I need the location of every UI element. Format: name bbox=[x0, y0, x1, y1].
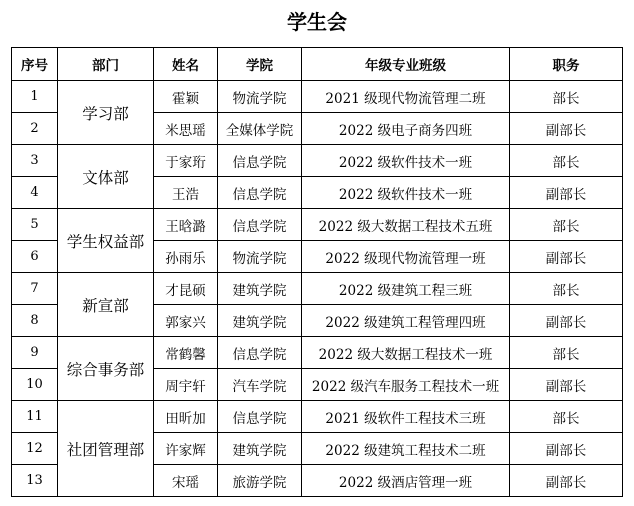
cell-seq: 12 bbox=[12, 433, 58, 465]
header-department: 部门 bbox=[58, 48, 154, 81]
cell-class: 2022 级建筑工程三班 bbox=[302, 273, 510, 305]
header-seq: 序号 bbox=[12, 48, 58, 81]
cell-class: 2022 级现代物流管理一班 bbox=[302, 241, 510, 273]
table-row bbox=[12, 401, 623, 433]
table-header-row bbox=[12, 48, 623, 81]
cell-position: 部长 bbox=[510, 337, 623, 369]
cell-college: 信息学院 bbox=[218, 209, 302, 241]
cell-class: 2022 级大数据工程技术五班 bbox=[302, 209, 510, 241]
cell-position: 副部长 bbox=[510, 465, 623, 497]
cell-seq: 6 bbox=[12, 241, 58, 273]
student-union-table bbox=[11, 47, 623, 497]
cell-college: 旅游学院 bbox=[218, 465, 302, 497]
cell-college: 汽车学院 bbox=[218, 369, 302, 401]
cell-position: 部长 bbox=[510, 145, 623, 177]
cell-name: 王晗潞 bbox=[154, 209, 218, 241]
cell-college: 物流学院 bbox=[218, 81, 302, 113]
cell-position: 副部长 bbox=[510, 177, 623, 209]
header-college: 学院 bbox=[218, 48, 302, 81]
cell-college: 全媒体学院 bbox=[218, 113, 302, 145]
cell-department: 综合事务部 bbox=[58, 337, 154, 401]
cell-class: 2022 级酒店管理一班 bbox=[302, 465, 510, 497]
cell-name: 郭家兴 bbox=[154, 305, 218, 337]
table-row bbox=[12, 209, 623, 241]
cell-name: 周宇轩 bbox=[154, 369, 218, 401]
cell-name: 许家辉 bbox=[154, 433, 218, 465]
cell-seq: 4 bbox=[12, 177, 58, 209]
cell-position: 副部长 bbox=[510, 241, 623, 273]
cell-college: 信息学院 bbox=[218, 337, 302, 369]
cell-seq: 9 bbox=[12, 337, 58, 369]
cell-college: 物流学院 bbox=[218, 241, 302, 273]
cell-college: 建筑学院 bbox=[218, 305, 302, 337]
cell-position: 部长 bbox=[510, 273, 623, 305]
cell-name: 才昆硕 bbox=[154, 273, 218, 305]
cell-seq: 3 bbox=[12, 145, 58, 177]
cell-college: 信息学院 bbox=[218, 401, 302, 433]
cell-class: 2021 级现代物流管理二班 bbox=[302, 81, 510, 113]
cell-class: 2022 级大数据工程技术一班 bbox=[302, 337, 510, 369]
cell-name: 田昕加 bbox=[154, 401, 218, 433]
cell-department: 学生权益部 bbox=[58, 209, 154, 273]
cell-position: 副部长 bbox=[510, 369, 623, 401]
table-row bbox=[12, 81, 623, 113]
cell-class: 2022 级建筑工程技术二班 bbox=[302, 433, 510, 465]
page-title: 学生会 bbox=[287, 10, 347, 34]
table-row bbox=[12, 273, 623, 305]
cell-name: 王浩 bbox=[154, 177, 218, 209]
cell-seq: 8 bbox=[12, 305, 58, 337]
table-body bbox=[12, 81, 623, 497]
cell-position: 副部长 bbox=[510, 305, 623, 337]
table-row bbox=[12, 337, 623, 369]
cell-college: 建筑学院 bbox=[218, 433, 302, 465]
cell-name: 米思瑶 bbox=[154, 113, 218, 145]
cell-name: 于家珩 bbox=[154, 145, 218, 177]
cell-position: 部长 bbox=[510, 209, 623, 241]
cell-department: 文体部 bbox=[58, 145, 154, 209]
cell-department: 社团管理部 bbox=[58, 401, 154, 497]
cell-college: 信息学院 bbox=[218, 177, 302, 209]
cell-department: 新宣部 bbox=[58, 273, 154, 337]
cell-seq: 5 bbox=[12, 209, 58, 241]
cell-seq: 13 bbox=[12, 465, 58, 497]
cell-class: 2022 级汽车服务工程技术一班 bbox=[302, 369, 510, 401]
header-position: 职务 bbox=[510, 48, 623, 81]
cell-class: 2022 级电子商务四班 bbox=[302, 113, 510, 145]
cell-position: 副部长 bbox=[510, 433, 623, 465]
cell-name: 常鹤馨 bbox=[154, 337, 218, 369]
cell-position: 副部长 bbox=[510, 113, 623, 145]
cell-college: 信息学院 bbox=[218, 145, 302, 177]
cell-class: 2022 级软件技术一班 bbox=[302, 177, 510, 209]
cell-name: 霍颖 bbox=[154, 81, 218, 113]
cell-seq: 2 bbox=[12, 113, 58, 145]
cell-class: 2021 级软件工程技术三班 bbox=[302, 401, 510, 433]
cell-seq: 7 bbox=[12, 273, 58, 305]
cell-department: 学习部 bbox=[58, 81, 154, 145]
cell-position: 部长 bbox=[510, 81, 623, 113]
cell-name: 宋瑶 bbox=[154, 465, 218, 497]
cell-class: 2022 级软件技术一班 bbox=[302, 145, 510, 177]
header-name: 姓名 bbox=[154, 48, 218, 81]
cell-seq: 10 bbox=[12, 369, 58, 401]
cell-seq: 11 bbox=[12, 401, 58, 433]
cell-college: 建筑学院 bbox=[218, 273, 302, 305]
cell-seq: 1 bbox=[12, 81, 58, 113]
cell-class: 2022 级建筑工程管理四班 bbox=[302, 305, 510, 337]
table-row bbox=[12, 145, 623, 177]
cell-position: 部长 bbox=[510, 401, 623, 433]
cell-name: 孙雨乐 bbox=[154, 241, 218, 273]
header-class: 年级专业班级 bbox=[302, 48, 510, 81]
